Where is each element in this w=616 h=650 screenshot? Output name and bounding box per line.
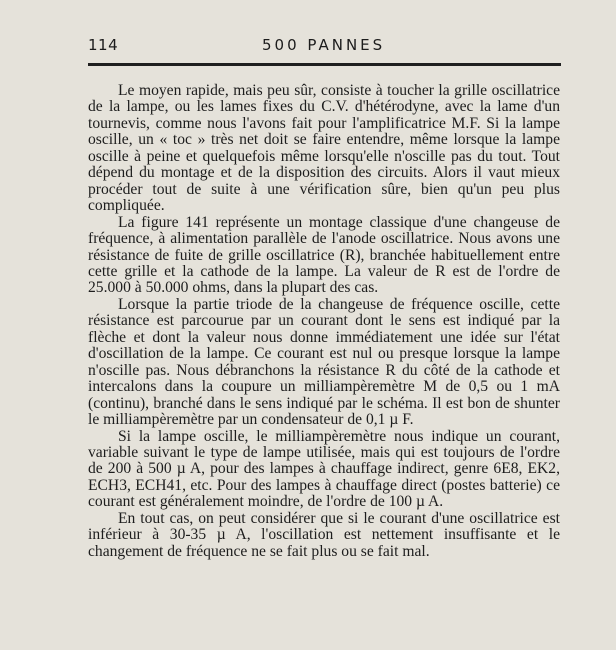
body-text [88, 83, 560, 560]
page-number: 114 [88, 36, 119, 54]
paragraph: La figure 141 représente un montage classique d'une changeuse de fréquence, à alimentation parallèle de l'anode oscillatrice. Nous avons une résistance de fuite de grille oscillatrice (R), branchée habituellement entre cette grille et la cathode de la lampe. La valeur de R est de l'ordre de 25.000 à 50.000 ohms, dans la plupart des cas. [88, 213, 560, 297]
paragraph: Si la lampe oscille, le milliampèremètre nous indique un courant, variable suivant le type de lampe utilisée, mais qui est toujours de l'ordre de 200 à 500 µ A, pour des lampes à chauffage indirect, genre 6E8, EK2, ECH3, ECH41, etc. Pour des lampes à chauffage direct (postes batterie) ce courant est généralement moindre, de l'ordre de 100 µ A. [88, 427, 560, 511]
paragraph: En tout cas, on peut considérer que si le courant d'une oscillatrice est inférieur à 30-35 µ A, l'oscillation est nettement insuffisante et le changement de fréquence ne se fait plus ou se fait mal. [88, 509, 560, 560]
paragraph: Lorsque la partie triode de la changeuse de fréquence oscille, cette résistance est parcourue par un courant dont le sens est indiqué par la flèche et dont la valeur nous donne immédiatement une idée sur l'état d'oscillation de la lampe. Ce courant est nul ou presque lorsque la lampe n'oscille pas. Nous débranchons la résistance R du côté de la cathode et intercalons dans la coupure un milliampèremètre M de 0,5 ou 1 mA (continu), branché dans le sens indiqué par le schéma. Il est bon de shunter le milliampèremètre par un condensateur de 0,1 µ F. [88, 295, 560, 429]
page-header [88, 36, 560, 60]
paragraph: Le moyen rapide, mais peu sûr, consiste à toucher la grille oscillatrice de la lampe, ou les lames fixes du C.V. d'hétérodyne, avec la lame d'un tournevis, comme nous l'avons fait pour l'amplificatrice M.F. Si la lampe oscille, un « toc » très net doit se faire entendre, même lorsque la lampe oscille à peine et quelquefois même lorsqu'elle n'oscille pas du tout. Tout dépend du montage et de la disposition des circuits. Alors il vaut mieux procéder tout de suite à une vérification sûre, bien qu'un peu plus compliquée. [88, 82, 560, 215]
running-title: 500 PANNES [262, 36, 386, 54]
header-rule [88, 63, 561, 66]
